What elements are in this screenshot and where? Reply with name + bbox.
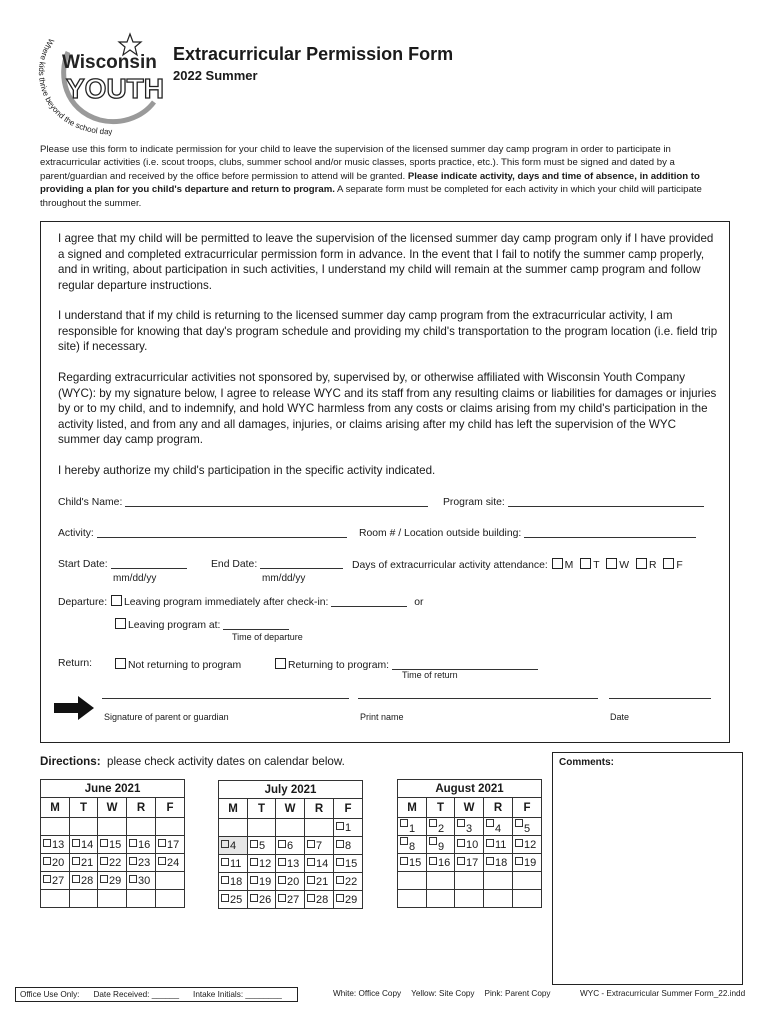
day-checkbox[interactable] [336,876,344,884]
calendar-empty-cell [455,890,484,908]
leaving-at-row[interactable] [114,618,289,631]
end-date-format: mm/dd/yy [262,573,306,584]
calendar-august [397,779,542,908]
calendar-empty-cell [156,890,185,908]
day-checkbox[interactable] [307,876,315,884]
calendar-day[interactable]: 1 [334,819,363,837]
day-checkbox[interactable] [250,840,258,848]
calendar-empty-cell [455,872,484,890]
day-checkbox[interactable] [129,839,137,847]
calendar-day[interactable]: 4 [484,818,513,836]
weekday-header: M [219,799,248,819]
calendar-day[interactable]: 30 [127,872,156,890]
calendar-day[interactable]: 5 [513,818,542,836]
agreement-box [40,221,730,743]
comments-box[interactable] [552,752,743,985]
calendar-day[interactable]: 9 [427,836,455,854]
agreement-paragraph-2: I understand that if my child is returning to the licensed summer day camp program from the extracurricular activity, I am responsible for knowing that day's program schedule and providing my child's transportation to the program location (i.e. field trip site) if necessary. [58,309,718,354]
calendar-day[interactable]: 17 [455,854,484,872]
calendar-empty-cell [305,819,334,837]
print-name-line[interactable] [358,698,598,699]
leave-immediately-checkbox[interactable]: Leaving program immediately after check-in: [110,597,328,608]
agreement-paragraph-3: Regarding extracurricular activities not sponsored by, supervised by, or otherwise affiliated with Wisconsin Youth Company (WYC): by my signature below, I agree to release WYC and its staff from any resulting claims or liabilities for damages or injuries by or to my child, and to indemnify, and hold WYC harmless from any costs or claims arising from my child's participation in the activity listed, and from any and all damages, injuries, or claims arising after my child has left the supervision of the WYC summer day camp program. [58,371,717,447]
calendar-empty-cell [484,872,513,890]
weekday-header: F [156,798,185,818]
day-checkbox[interactable] [43,875,51,883]
wisconsin-youth-logo [30,30,170,140]
weekday-header: T [248,799,276,819]
program-site-label: Program site: [443,497,505,508]
childs-name-label: Child's Name: [58,497,123,508]
signature-line[interactable] [102,698,349,699]
time-of-departure-caption: Time of departure [232,632,303,642]
calendar-empty-cell [156,872,185,890]
day-checkbox[interactable] [158,839,166,847]
calendar-day[interactable]: 21 [70,854,98,872]
calendar-day[interactable]: 6 [276,837,305,855]
weekday-header: R [484,798,513,818]
day-checkbox[interactable] [158,857,166,865]
day-checkbox-r[interactable]: R [635,560,657,571]
calendar-empty-cell [513,890,542,908]
room-location-field[interactable] [359,527,696,539]
calendar-empty-cell [484,890,513,908]
calendar-day[interactable]: 15 [334,855,363,873]
calendar-day[interactable]: 27 [276,891,305,909]
day-checkbox[interactable] [336,840,344,848]
calendar-empty-cell [41,818,70,836]
day-checkbox[interactable] [129,875,137,883]
calendar-day[interactable]: 19 [248,873,276,891]
end-date-field[interactable] [211,558,343,570]
calendar-day[interactable]: 12 [513,836,542,854]
calendar-day[interactable]: 3 [455,818,484,836]
calendar-day[interactable]: 27 [41,872,70,890]
calendar-empty-cell [70,890,98,908]
weekday-header: W [276,799,305,819]
day-checkbox[interactable] [72,875,80,883]
calendar-month-title: June 2021 [41,780,185,798]
departure-row [58,595,423,608]
calendar-day[interactable]: 15 [398,854,427,872]
calendar-day[interactable]: 13 [41,836,70,854]
date-line[interactable] [609,698,711,699]
calendar-day[interactable]: 23 [127,854,156,872]
childs-name-field[interactable] [58,496,428,508]
activity-field[interactable] [58,527,347,539]
calendar-day[interactable]: 12 [248,855,276,873]
start-date-format: mm/dd/yy [113,573,157,584]
day-checkbox[interactable] [278,858,286,866]
calendar-month-title: August 2021 [398,780,542,798]
day-checkbox[interactable] [72,839,80,847]
day-checkbox[interactable] [400,819,408,827]
calendar-day[interactable]: 20 [276,873,305,891]
start-date-field[interactable] [58,558,187,570]
calendar-july [218,780,363,909]
calendar-day[interactable]: 13 [276,855,305,873]
date-received-label: Date Received: ______ [93,990,180,999]
calendar-empty-cell [98,818,127,836]
day-checkbox[interactable] [72,857,80,865]
day-checkbox[interactable] [100,839,108,847]
day-checkbox[interactable] [307,840,315,848]
agreement-paragraph-4: I hereby authorize my child's participation in the specific activity indicated. [58,464,436,477]
weekday-header: R [127,798,156,818]
day-checkbox[interactable] [429,819,437,827]
day-checkbox[interactable] [278,840,286,848]
document-filename: WYC - Extracurricular Summer Form_22.indd [580,989,746,998]
time-of-return-caption: Time of return [402,670,458,680]
day-checkbox[interactable] [486,857,494,865]
weekday-header: F [334,799,363,819]
weekday-header: W [455,798,484,818]
day-checkbox[interactable] [457,857,465,865]
calendar-day[interactable]: 25 [219,891,248,909]
directions [40,755,345,768]
day-checkbox-t[interactable]: T [579,560,599,571]
returning-checkbox[interactable]: Returning to program: [274,658,538,671]
weekday-header: R [305,799,334,819]
intro-text: Please use this form to indicate permission for your child to leave the supervision of the licensed summer day camp program in order to participate in extracurricular activities (i.e. scout troops, clubs, summer school and/or music classes, sports practice, etc.). This form must be signed and dated by a parent/guardian and received by the office before permission to attend will be granted. [40,144,675,182]
day-checkbox[interactable] [221,876,229,884]
day-checkbox[interactable] [515,819,523,827]
day-checkbox[interactable] [429,837,437,845]
day-checkbox[interactable] [43,839,51,847]
calendar-day[interactable]: 10 [455,836,484,854]
weekday-header: W [98,798,127,818]
day-checkbox[interactable] [278,894,286,902]
calendar-empty-cell [156,818,185,836]
office-use-label: Office Use Only: [20,990,80,999]
day-checkbox[interactable] [457,839,465,847]
calendar-day[interactable]: 16 [127,836,156,854]
day-checkbox[interactable] [336,822,344,830]
office-use-box [15,987,298,1002]
day-checkbox[interactable] [400,837,408,845]
calendar-day[interactable]: 19 [513,854,542,872]
calendar-month-title: July 2021 [219,781,363,799]
directions-text: please check activity dates on calendar below. [107,755,345,768]
calendar-day[interactable]: 17 [156,836,185,854]
pink-copy-label: Pink: Parent Copy [484,989,551,998]
calendar-empty-cell [219,819,248,837]
weekday-header: T [70,798,98,818]
calendar-day[interactable]: 20 [41,854,70,872]
day-checkbox[interactable] [250,858,258,866]
intake-initials-label: Intake Initials: ________ [193,990,282,999]
logo-line1: Wisconsin [62,52,157,73]
weekday-header: F [513,798,542,818]
signature-caption: Signature of parent or guardian [104,712,229,722]
calendar-day[interactable]: 21 [305,873,334,891]
not-returning-checkbox[interactable]: Not returning to program [114,658,241,671]
or-label: or [414,597,424,608]
calendar-empty-cell [398,890,427,908]
calendar-empty-cell [513,872,542,890]
white-copy-label: White: Office Copy [333,989,402,998]
day-checkbox[interactable] [307,858,315,866]
leaving-at-label: Leaving program at: [128,620,221,631]
day-checkbox[interactable] [400,857,408,865]
calendar-day[interactable]: 15 [98,836,127,854]
calendar-empty-cell [248,819,276,837]
calendar-day[interactable]: 11 [484,836,513,854]
calendar-day[interactable]: 28 [70,872,98,890]
day-checkbox[interactable] [336,858,344,866]
attendance-days-label: Days of extracurricular activity attendance: [352,560,548,571]
calendar-empty-cell [398,872,427,890]
end-date-label: End Date: [211,559,258,570]
day-checkbox[interactable] [515,857,523,865]
date-caption: Date [610,712,630,722]
calendar-day[interactable]: 14 [70,836,98,854]
calendar-day[interactable]: 29 [98,872,127,890]
attendance-days [352,558,683,571]
agreement-paragraph-1: I agree that my child will be permitted to leave the supervision of the licensed summer day camp program only if I have provided a signed and completed extracurricular permission form in advance. In the event that I fail to notify the summer camp properly, and in writing, about participation in such activities, I understand my child will remain at the summer camp program and follow regular departure instructions. [58,232,714,292]
print-name-caption: Print name [360,712,404,722]
day-checkbox[interactable] [250,876,258,884]
calendar-day[interactable]: 26 [248,891,276,909]
calendar-day[interactable]: 2 [427,818,455,836]
calendar-day[interactable]: 29 [334,891,363,909]
logo-arc-text: Where kids thrive beyond the school day [36,36,113,137]
calendar-empty-cell [276,819,305,837]
calendar-empty-cell [127,890,156,908]
calendar-empty-cell [70,818,98,836]
day-checkbox[interactable] [100,875,108,883]
day-checkbox[interactable] [515,839,523,847]
weekday-header: M [41,798,70,818]
calendar-day[interactable]: 14 [305,855,334,873]
program-site-field[interactable] [443,496,704,508]
calendar-empty-cell [427,890,455,908]
intro-paragraph [40,143,730,210]
day-checkbox[interactable] [486,819,494,827]
day-checkbox-m[interactable]: M [551,560,574,571]
day-checkbox[interactable] [457,819,465,827]
calendar-day[interactable]: 22 [334,873,363,891]
weekday-header: M [398,798,427,818]
calendar-day[interactable]: 8 [398,836,427,854]
day-checkbox[interactable] [100,857,108,865]
intro-text-end: A separate form must be completed for each activity in which your child will participate throughout the summer. [40,184,702,209]
day-checkbox[interactable] [307,894,315,902]
day-checkbox-w[interactable]: W [605,560,629,571]
departure-label: Departure: [58,597,108,608]
arrow-right-icon [54,696,94,720]
calendar-empty-cell [41,890,70,908]
calendar-day[interactable]: 28 [305,891,334,909]
calendar-day[interactable]: 11 [219,855,248,873]
day-checkbox-f[interactable]: F [662,560,682,571]
calendar-empty-cell [127,818,156,836]
day-checkbox[interactable] [221,894,229,902]
day-checkbox[interactable] [486,839,494,847]
logo-line2: YOUTH [66,73,164,104]
day-checkbox[interactable] [221,840,229,848]
form-subtitle: 2022 Summer [173,68,258,83]
calendar-day[interactable]: 22 [98,854,127,872]
form-title: Extracurricular Permission Form [173,44,454,64]
calendar-day[interactable]: 18 [219,873,248,891]
weekday-header: T [427,798,455,818]
day-checkbox[interactable] [43,857,51,865]
return-label: Return: [58,658,93,669]
comments-label: Comments: [559,757,615,768]
calendar-june [40,779,185,908]
day-checkbox[interactable] [221,858,229,866]
day-checkbox[interactable] [250,894,258,902]
calendar-day[interactable]: 24 [156,854,185,872]
calendar-day[interactable]: 16 [427,854,455,872]
calendar-empty-cell [98,890,127,908]
calendar-day[interactable]: 1 [398,818,427,836]
day-checkbox[interactable] [429,857,437,865]
intro-bold: Please indicate activity, days and time of absence, in addition to providing a plan for you child's departure and return to program. [40,170,700,196]
day-checkbox[interactable] [129,857,137,865]
calendar-day[interactable]: 18 [484,854,513,872]
calendar-empty-cell [427,872,455,890]
calendar-day[interactable]: 8 [334,837,363,855]
calendar-day[interactable]: 5 [248,837,276,855]
calendar-day[interactable]: 7 [305,837,334,855]
copy-distribution [333,989,561,998]
yellow-copy-label: Yellow: Site Copy [411,989,475,998]
day-checkbox[interactable] [336,894,344,902]
directions-label: Directions: [40,755,101,768]
start-date-label: Start Date: [58,559,108,570]
room-location-label: Room # / Location outside building: [359,528,522,539]
calendar-day[interactable]: 4 [219,837,248,855]
activity-label: Activity: [58,528,94,539]
day-checkbox[interactable] [278,876,286,884]
